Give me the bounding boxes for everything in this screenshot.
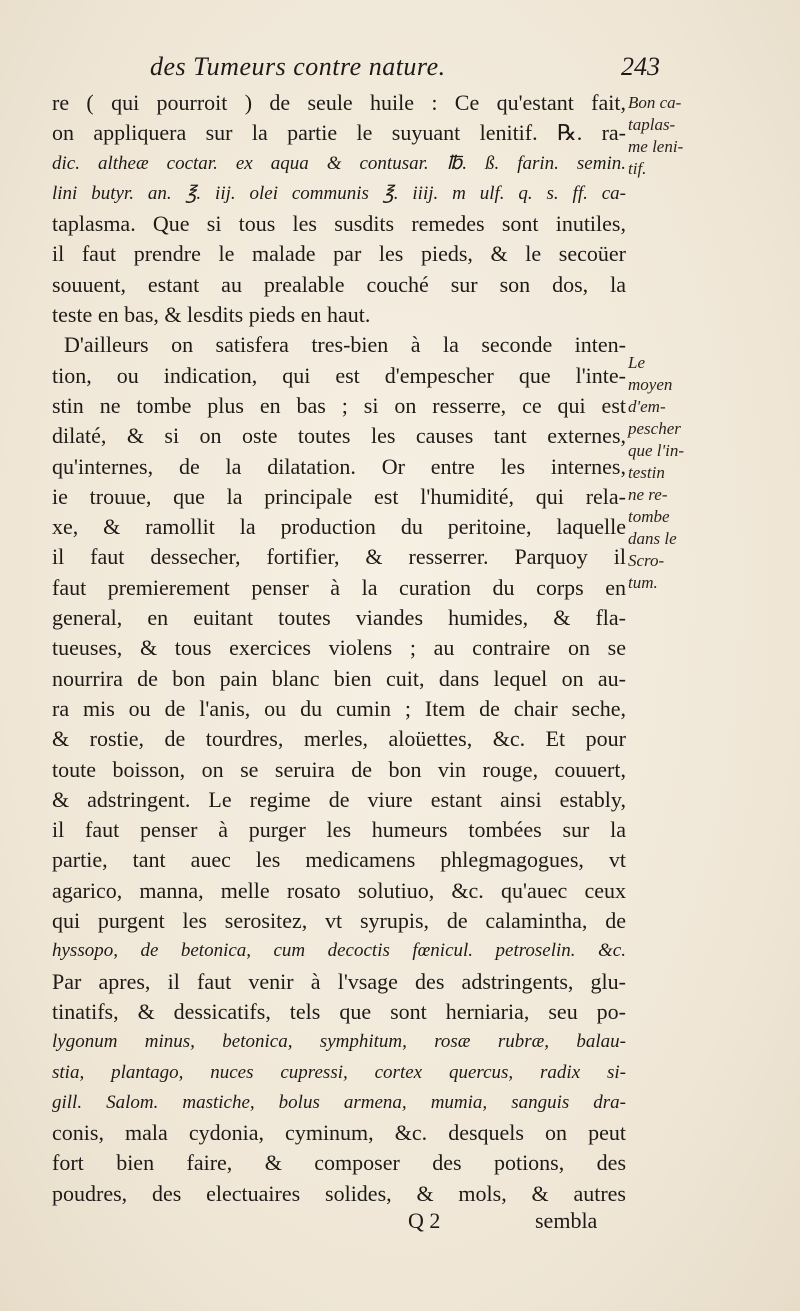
margin-note-line: pescher [628, 419, 681, 438]
text-line: gill. Salom. mastiche, bolus armena, mumia, sanguis dra- [52, 1091, 626, 1113]
text-line: souuent, estant au prealable couché sur son dos, la [52, 271, 626, 297]
text-line: nourrira de bon pain blanc bien cuit, dans lequel on au- [52, 665, 626, 691]
margin-note-line: que l'in- [628, 441, 685, 460]
text-line: qui purgent les serositez, vt syrupis, de calamintha, de [52, 908, 626, 934]
margin-note-line: Scro- [628, 551, 665, 570]
text-line: Par apres, il faut venir à l'vsage des adstringents, glu- [52, 968, 626, 994]
main-text-column [52, 88, 626, 1209]
margin-note-intestine [628, 352, 718, 594]
text-line: lini butyr. an. ℥. iij. olei communis ℥. iiij. m ulf. q. s. ff. ca- [52, 182, 626, 204]
text-line: partie, tant auec les medicamens phlegmagogues, vt [52, 847, 626, 873]
margin-note-line: Le [628, 353, 645, 372]
text-line: hyssopo, de betonica, cum decoctis fœnicul. petroselin. &c. [52, 940, 626, 962]
text-line: tinatifs, & dessicatifs, tels que sont herniaria, seu po- [52, 998, 626, 1024]
text-line: lygonum minus, betonica, symphitum, rosæ rubræ, balau- [52, 1031, 626, 1053]
text-line: agarico, manna, melle rosato solutiuo, &c. qu'auec ceux [52, 877, 626, 903]
text-line: qu'internes, de la dilatation. Or entre les internes, [52, 453, 626, 479]
margin-note-line: d'em- [628, 397, 666, 416]
page-number: 243 [621, 52, 660, 81]
text-line: il faut prendre le malade par les pieds, & le secoüer [52, 241, 626, 267]
signature-mark: Q 2 [408, 1208, 441, 1233]
text-line: il faut penser à purger les humeurs tombées sur la [52, 817, 626, 843]
text-line: tion, ou indication, qui est d'empescher que l'inte- [52, 362, 626, 388]
text-line: taplasma. Que si tous les susdits remedes sont inutiles, [52, 211, 626, 237]
text-line: & adstringent. Le regime de viure estant ainsi estably, [52, 786, 626, 812]
text-line: & rostie, de tourdres, merles, aloüettes, &c. Et pour [52, 726, 626, 752]
text-line: il faut dessecher, fortifier, & resserrer. Parquoy il [52, 544, 626, 570]
margin-note-cataplasm [628, 92, 718, 180]
running-title: des Tumeurs contre nature. [150, 52, 446, 81]
text-line: fort bien faire, & composer des potions, des [52, 1150, 626, 1176]
text-line: re ( qui pourroit ) de seule huile : Ce qu'estant fait, [52, 90, 626, 115]
text-line: xe, & ramollit la production du peritoine, laquelle [52, 514, 626, 540]
text-line: ra mis ou de l'anis, ou du cumin ; Item de chair seche, [52, 695, 626, 721]
margin-note-line: me leni- [628, 137, 684, 156]
text-line: dilaté, & si on oste toutes les causes tant externes, [52, 423, 626, 449]
text-line: tueuses, & tous exercices violens ; au contraire on se [52, 635, 626, 661]
margin-note-line: tum. [628, 573, 658, 592]
text-line: general, en euitant toutes viandes humides, & fla- [52, 605, 626, 631]
margin-note-line: testin [628, 463, 665, 482]
text-line: stia, plantago, nuces cupressi, cortex quercus, radix si- [52, 1061, 626, 1083]
text-line: teste en bas, & lesdits pieds en haut. [52, 302, 371, 328]
text-line: D'ailleurs on satisfera tres-bien à la seconde inten- [64, 332, 626, 358]
margin-note-line: Bon ca- [628, 93, 682, 112]
page-header [150, 50, 660, 90]
text-line: on appliquera sur la partie le suyuant lenitif. ℞. ra- [52, 120, 626, 146]
text-line: dic. altheæ coctar. ex aqua & contusar. ℔. ß. farin. semin. [52, 152, 626, 174]
text-line: conis, mala cydonia, cyminum, &c. desquels on peut [52, 1120, 626, 1146]
margin-note-line: tif. [628, 159, 647, 178]
margin-note-line: taplas- [628, 115, 676, 134]
page-footer [0, 1208, 800, 1240]
text-line: faut premierement penser à la curation du corps en [52, 574, 626, 600]
margin-note-line: tombe [628, 507, 670, 526]
text-line: ie trouue, que la principale est l'humidité, qui rela- [52, 483, 626, 509]
margin-note-line: moyen [628, 375, 673, 394]
text-line: toute boisson, on se seruira de bon vin rouge, couuert, [52, 756, 626, 782]
margin-note-line: dans le [628, 529, 677, 548]
margin-note-line: ne re- [628, 485, 668, 504]
catchword: sembla [535, 1208, 598, 1233]
text-line: poudres, des electuaires solides, & mols, & autres [52, 1180, 626, 1206]
text-line: stin ne tombe plus en bas ; si on resserre, ce qui est [52, 392, 626, 418]
